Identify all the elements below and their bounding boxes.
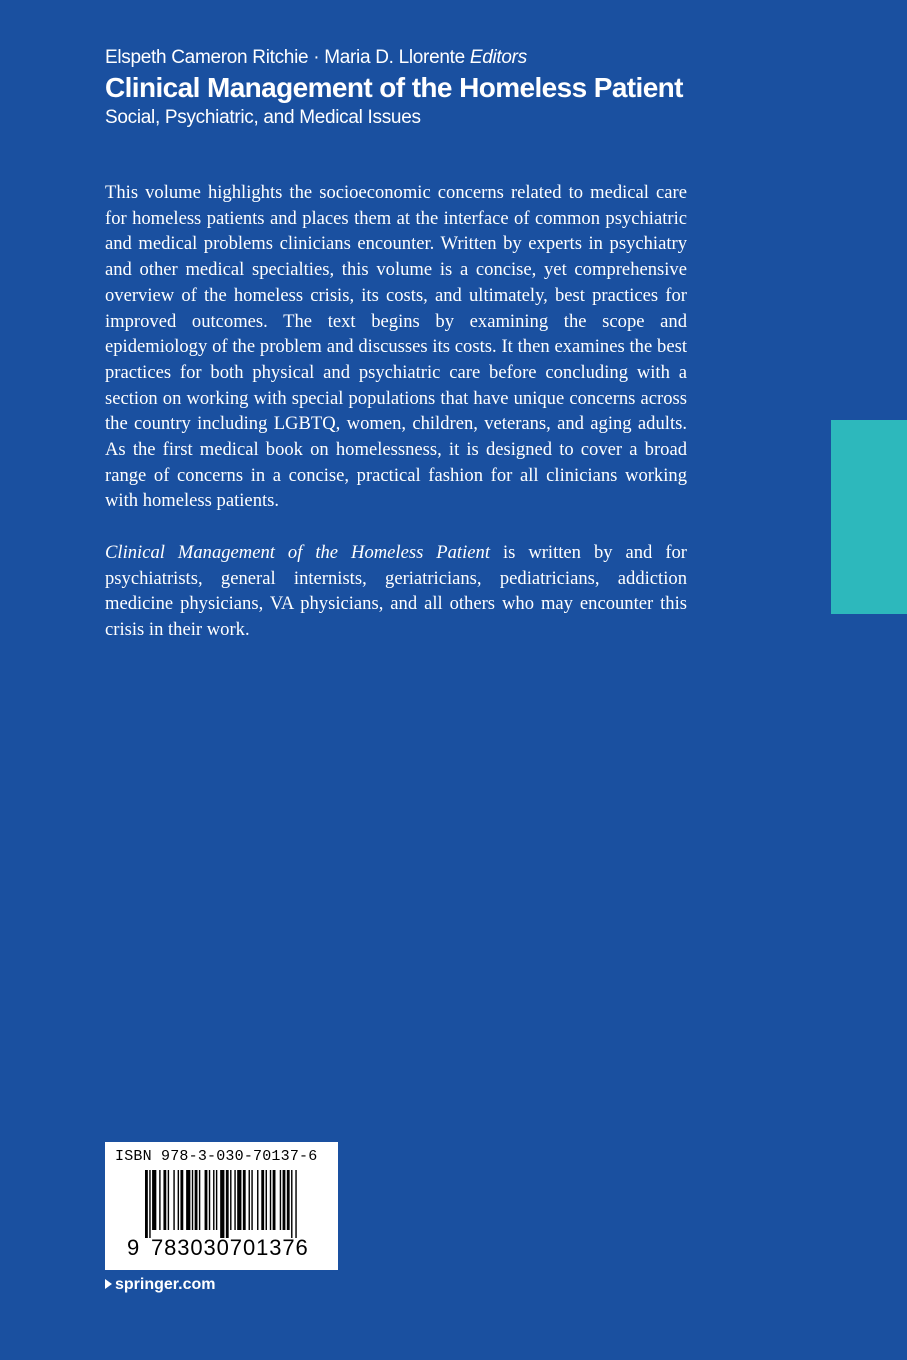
book-description xyxy=(105,180,687,643)
editors-names: Elspeth Cameron Ritchie · Maria D. Llorente xyxy=(105,47,465,68)
description-paragraph-2 xyxy=(105,540,687,643)
barcode-digits: 783030701376 xyxy=(151,1235,309,1260)
cover-header xyxy=(105,44,745,132)
description-paragraph-1: This volume highlights the socioeconomic concerns related to medical care for homeless patients and places them at the interface of common psychiatric and medical problems clinicians encounter. Written by experts in psychiatry and other medical specialties, this volume is a concise, yet comprehensive overview of the homeless crisis, its costs, and ultimately, best practices for improved outcomes. The text begins by examining the scope and epidemiology of the problem and discusses its costs. It then examines the best practices for both physical and psychiatric care before concluding with a section on working with special populations that have unique concerns across the country including LGBTQ, women, children, veterans, and aging adults. As the first medical book on homelessness, it is designed to cover a broad range of concerns in a concise, practical fashion for all clinicians working with homeless patients. xyxy=(105,182,687,512)
barcode-icon xyxy=(145,1170,301,1238)
editors-role: Editors xyxy=(469,47,527,68)
isbn-barcode-block xyxy=(105,1142,338,1270)
description-book-title: Clinical Management of the Homeless Patient xyxy=(105,541,490,563)
book-subtitle: Social, Psychiatric, and Medical Issues xyxy=(105,107,421,128)
publisher-link[interactable] xyxy=(105,1275,215,1295)
book-title: Clinical Management of the Homeless Patient xyxy=(105,72,683,103)
description-paragraph-2-text: is written by and for psychiatrists, general internists, geriatricians, pediatricians, addiction medicine physicians, VA physicians, and all others who may encounter this crisis in their work. xyxy=(105,541,687,640)
teal-accent-tab xyxy=(831,420,907,614)
isbn-label: ISBN 978-3-030-70137-6 xyxy=(115,1148,318,1165)
editors-line xyxy=(105,44,745,72)
barcode-first-digit: 9 xyxy=(127,1235,140,1260)
arrow-right-icon xyxy=(105,1279,112,1289)
publisher-url: springer.com xyxy=(115,1276,216,1293)
